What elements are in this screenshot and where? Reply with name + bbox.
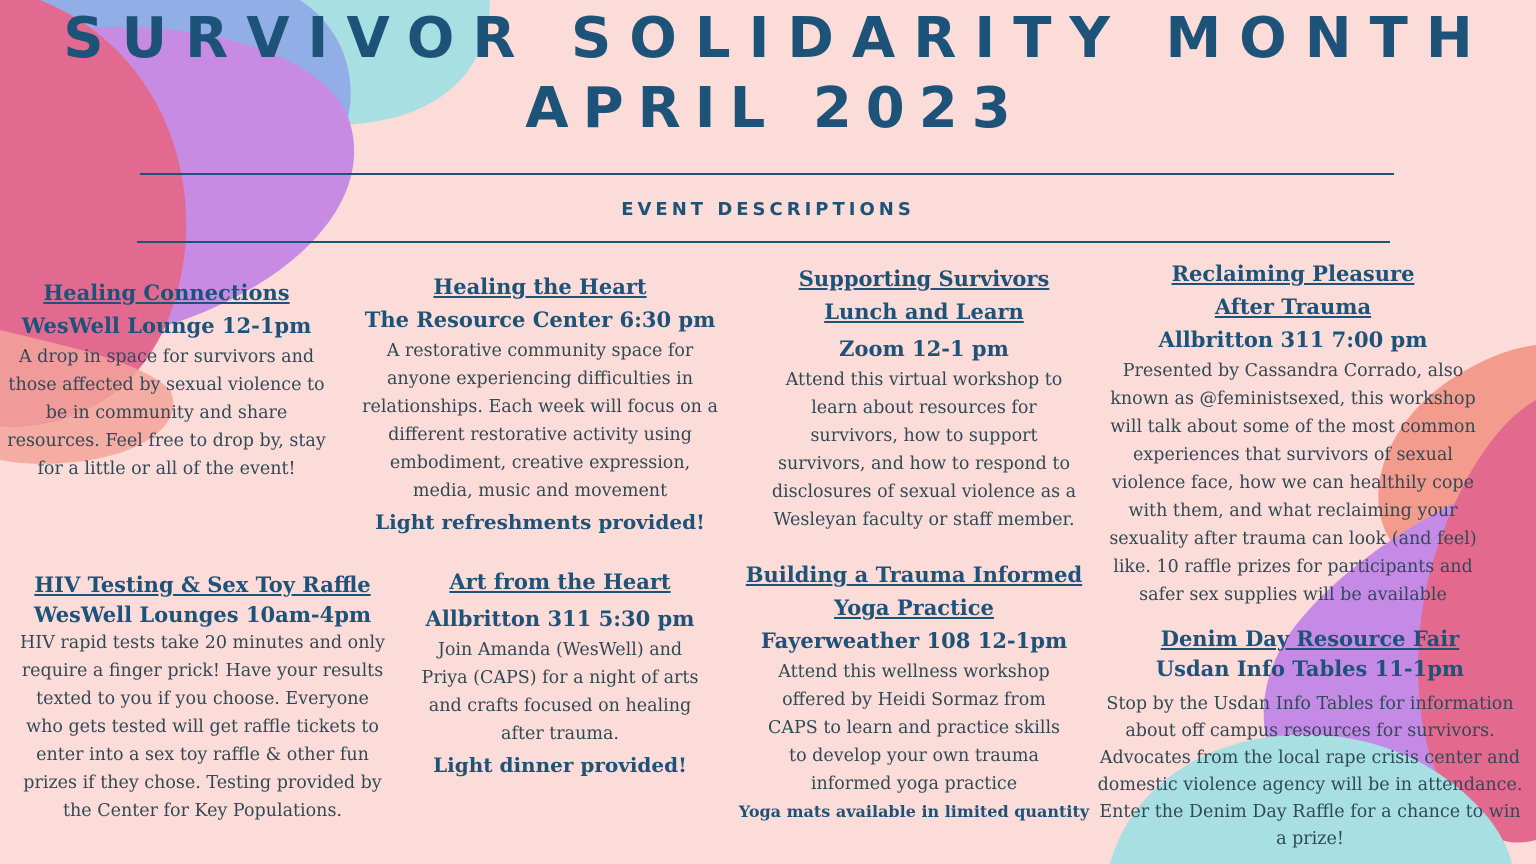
divider-top bbox=[140, 173, 1394, 175]
event-denim-day bbox=[1096, 622, 1524, 853]
event-description: Presented by Cassandra Corrado, also known as @feministsexed, this workshop will talk about some of the most common experiences that survivors of sexual violence face, how we can healthily cope with them, and what reclaiming your sexuality after trauma can look (and feel) like. 10 raffle prizes for participants and safer sex supplies will be available bbox=[1109, 361, 1477, 605]
event-title-line2: Lunch and Learn bbox=[824, 299, 1024, 324]
event-title-line1: Building a Trauma Informed bbox=[745, 562, 1083, 587]
event-description: Join Amanda (WesWell) and Priya (CAPS) for a night of arts and crafts focused on healing after trauma. bbox=[421, 640, 699, 744]
divider-bottom bbox=[137, 241, 1390, 243]
event-title-line2: After Trauma bbox=[1214, 294, 1372, 319]
event-healing-connections bbox=[0, 276, 333, 483]
event-location: Fayerweather 108 12-1pm bbox=[760, 628, 1068, 653]
event-title: Art from the Heart bbox=[449, 569, 671, 594]
event-note: Yoga mats available in limited quantity bbox=[738, 802, 1090, 821]
event-description: HIV rapid tests take 20 minutes and only require a finger prick! Have your results texted to you if you choose. Everyone who gets tested will get raffle tickets to enter into a sex toy raffle & other fun prizes if they chose. Testing provided by the Center for Key Populations. bbox=[20, 633, 385, 821]
event-location: Zoom 12-1 pm bbox=[839, 336, 1009, 361]
event-reclaiming-pleasure bbox=[1098, 257, 1488, 609]
event-description: A restorative community space for anyone experiencing difficulties in relationships. Each week will focus on a different restorative activity using embodiment, creative expression, media, music and movement bbox=[362, 341, 718, 501]
event-supporting-survivors bbox=[765, 262, 1083, 534]
event-location: The Resource Center 6:30 pm bbox=[364, 307, 716, 332]
event-title-line1: Supporting Survivors bbox=[798, 266, 1050, 291]
event-yoga-practice bbox=[735, 558, 1093, 826]
event-location: WesWell Lounge 12-1pm bbox=[21, 313, 312, 338]
event-note: Light dinner provided! bbox=[433, 753, 687, 777]
event-title: Healing Connections bbox=[43, 280, 290, 305]
event-healing-the-heart bbox=[360, 270, 720, 539]
event-description: Attend this virtual workshop to learn about resources for survivors, how to support survivors, and how to respond to disclosures of sexual violence as a Wesleyan faculty or staff member. bbox=[771, 370, 1077, 530]
event-location: Usdan Info Tables 11-1pm bbox=[1155, 656, 1465, 681]
section-label: EVENT DESCRIPTIONS bbox=[621, 199, 915, 220]
event-title: HIV Testing & Sex Toy Raffle bbox=[34, 572, 371, 597]
event-description: A drop in space for survivors and those affected by sexual violence to be in community and share resources. Feel free to drop by, stay for a little or all of the event! bbox=[7, 347, 326, 479]
event-note: Light refreshments provided! bbox=[375, 510, 705, 534]
event-title-line2: Yoga Practice bbox=[834, 595, 994, 620]
event-location: WesWell Lounges 10am-4pm bbox=[33, 602, 372, 627]
page-title: SURVIVOR SOLIDARITY MONTH bbox=[63, 6, 1491, 71]
page-subtitle-date: APRIL 2023 bbox=[525, 76, 1025, 141]
event-title: Denim Day Resource Fair bbox=[1160, 626, 1460, 651]
event-location: Allbritton 311 5:30 pm bbox=[425, 606, 695, 631]
event-description: Attend this wellness workshop offered by Heidi Sormaz from CAPS to learn and practice skills to develop your own trauma informed yoga practice bbox=[767, 662, 1061, 794]
event-title-line1: Reclaiming Pleasure bbox=[1171, 261, 1415, 286]
event-hiv-testing bbox=[15, 568, 390, 825]
event-description: Stop by the Usdan Info Tables for information about off campus resources for survivors. Advocates from the local rape crisis center and domestic violence agency will be in attendance. Enter the Denim Day Raffle for a chance to win a prize! bbox=[1097, 694, 1523, 849]
event-title: Healing the Heart bbox=[433, 274, 647, 299]
event-art-from-the-heart bbox=[415, 565, 705, 782]
event-location: Allbritton 311 7:00 pm bbox=[1158, 327, 1428, 352]
